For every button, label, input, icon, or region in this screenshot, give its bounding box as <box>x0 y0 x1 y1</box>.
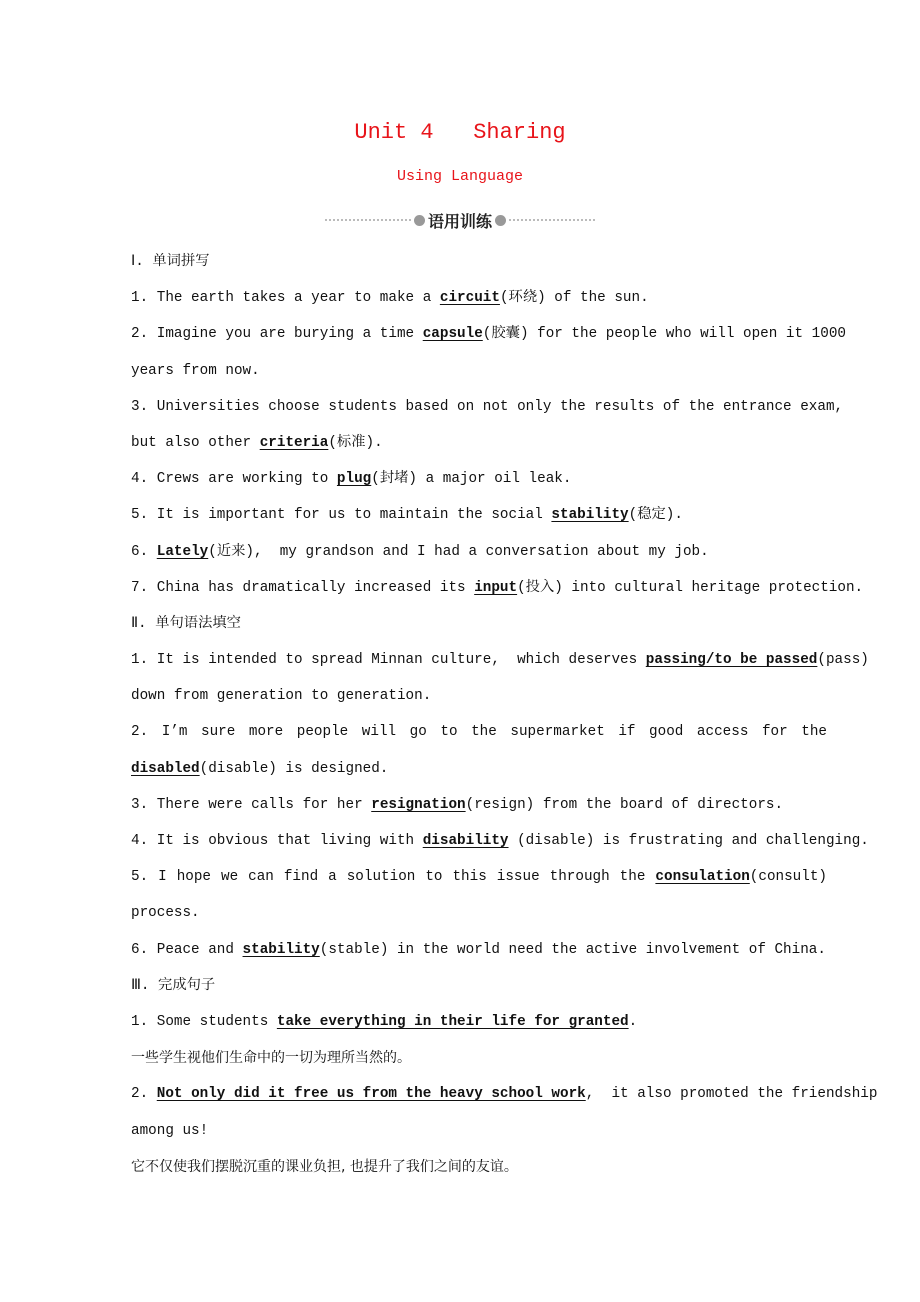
answer-text: take everything in their life for granted <box>276 1013 629 1030</box>
text-line <box>131 244 827 280</box>
line-text: (稳定). <box>628 507 683 524</box>
line-text: Ⅱ. 单句语法填空 <box>131 615 241 632</box>
line-text: 一些学生视他们生命中的一切为理所当然的。 <box>131 1050 411 1067</box>
text-line <box>131 353 827 389</box>
line-text: 它不仅使我们摆脱沉重的课业负担, 也提升了我们之间的友谊。 <box>131 1158 518 1175</box>
line-text: . <box>628 1013 638 1030</box>
line-text: 2. Imagine you are burying a time <box>131 326 423 343</box>
answer-text: Not only did it free us from the heavy school work <box>156 1086 586 1103</box>
line-text: Ⅲ. 完成句子 <box>131 977 216 994</box>
answer-text: Lately <box>156 543 209 560</box>
line-text: (标准). <box>328 434 383 451</box>
divider-rule-left <box>325 219 411 221</box>
line-text: 5. I hope we can find a solution to this issue through the <box>131 869 656 886</box>
divider-rule-right <box>509 219 595 221</box>
line-text: down from generation to generation. <box>131 688 432 705</box>
answer-text: criteria <box>259 434 329 451</box>
text-line <box>131 859 827 895</box>
line-text: 4. It is obvious that living with <box>131 833 423 849</box>
page-subtitle: Using Language <box>396 168 524 185</box>
bullet-dot-icon <box>495 215 506 226</box>
line-text: (近来), my grandson and I had a conversation about my job. <box>208 543 709 560</box>
text-line <box>131 751 827 787</box>
answer-text: stability <box>242 941 320 958</box>
line-text: (disable) is designed. <box>199 760 389 777</box>
text-line <box>131 1040 827 1076</box>
page-title: Unit 4 Sharing <box>354 120 566 145</box>
text-line <box>131 714 827 750</box>
section-banner <box>325 208 595 232</box>
line-text: 3. Universities choose students based on not only the results of the entrance exam, <box>131 398 844 415</box>
line-text: 1. It is intended to spread Minnan culture, which deserves <box>131 652 646 669</box>
exercise-body <box>131 244 878 1185</box>
section-banner-label: 语用训练 <box>428 211 493 231</box>
text-line <box>131 425 827 461</box>
text-line <box>131 316 846 352</box>
line-text: (stable) in the world need the active involvement of China. <box>319 941 826 958</box>
line-text: Ⅰ. 单词拼写 <box>131 254 210 270</box>
line-text: (环绕) of the sun. <box>499 290 649 307</box>
text-line <box>131 570 864 606</box>
text-line <box>131 534 827 570</box>
line-text: 2. I’m sure more people will go to the supermarket if good access for the <box>131 724 827 741</box>
line-text: 6. <box>131 543 157 560</box>
line-text: , it also promoted the friendship <box>585 1086 878 1103</box>
text-line <box>131 968 827 1004</box>
line-text: 7. China has dramatically increased its <box>131 579 475 596</box>
line-text: 6. Peace and <box>131 941 243 958</box>
text-line <box>131 787 827 823</box>
line-text: 4. Crews are working to <box>131 471 337 488</box>
line-text: but also other <box>131 434 260 451</box>
line-text: (resign) from the board of directors. <box>465 796 784 813</box>
line-text: (pass) <box>817 652 869 669</box>
answer-text: capsule <box>422 326 483 343</box>
line-text: (胶囊) for the people who will open it 1000 <box>482 326 846 343</box>
answer-text: stability <box>551 507 629 524</box>
text-line <box>131 932 827 968</box>
answer-text: plug <box>336 471 372 488</box>
bullet-dot-icon <box>414 215 425 226</box>
line-text: 1. Some students <box>131 1013 277 1030</box>
line-text: among us! <box>131 1122 209 1139</box>
text-line <box>131 1149 827 1185</box>
line-text: process. <box>131 905 200 922</box>
text-line <box>131 678 827 714</box>
answer-text: disability <box>422 833 509 849</box>
answer-text: disabled <box>131 760 200 777</box>
answer-text: circuit <box>439 290 500 307</box>
line-text: 1. The earth takes a year to make a <box>131 290 440 307</box>
text-line <box>131 280 827 316</box>
text-line <box>131 1004 827 1040</box>
text-line <box>131 389 844 425</box>
text-line <box>131 823 869 859</box>
line-text: years from now. <box>131 362 260 379</box>
text-line <box>131 1076 878 1112</box>
text-line <box>131 642 869 678</box>
text-line <box>131 895 827 931</box>
line-text: (disable) is frustrating and challenging. <box>508 833 869 849</box>
line-text: 3. There were calls for her <box>131 796 372 813</box>
answer-text: input <box>474 579 518 596</box>
text-line <box>131 606 827 642</box>
answer-text: passing/to be passed <box>645 652 818 669</box>
text-line <box>131 497 827 533</box>
text-line <box>131 461 827 497</box>
text-line <box>131 1113 827 1149</box>
answer-text: consulation <box>655 869 750 886</box>
line-text: 5. It is important for us to maintain the social <box>131 507 552 524</box>
answer-text: resignation <box>371 796 466 813</box>
line-text: 2. <box>131 1086 157 1103</box>
line-text: (consult) <box>749 869 827 886</box>
line-text: (投入) into cultural heritage protection. <box>517 579 864 596</box>
line-text: (封堵) a major oil leak. <box>371 471 572 488</box>
